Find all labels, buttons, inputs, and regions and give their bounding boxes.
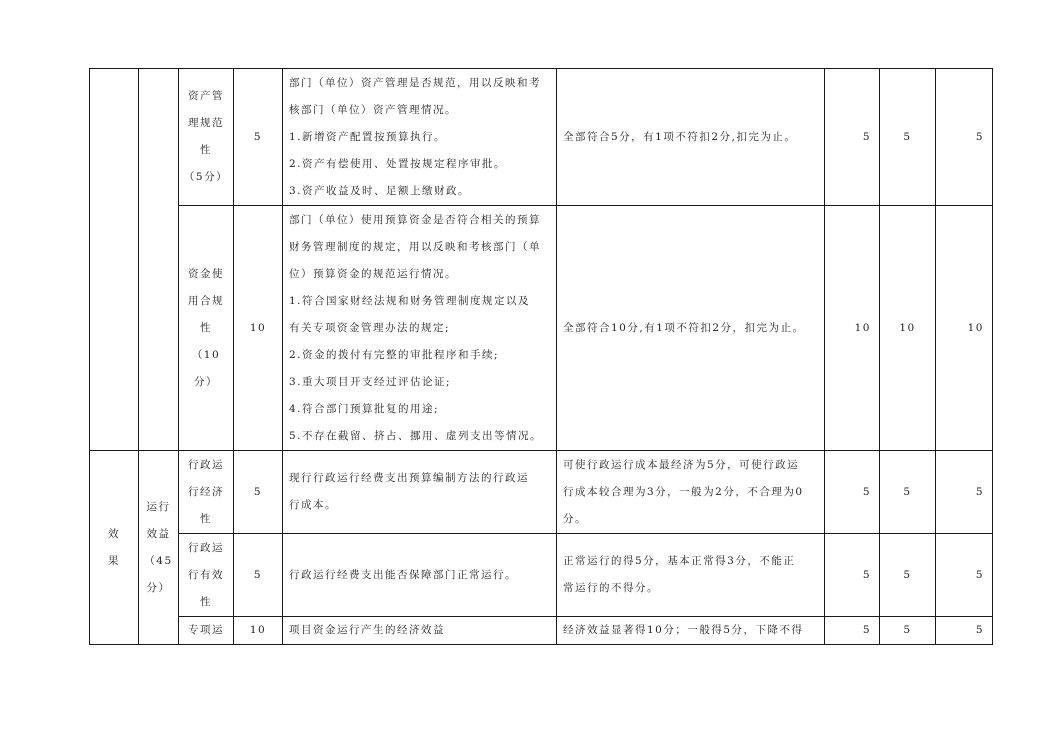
- table-row: [90, 451, 993, 534]
- indicator-line: 行政运: [188, 541, 224, 554]
- criteria-cell: [557, 206, 825, 451]
- criteria-line: 全部符合5分，有1项不符扣2分,扣完为止。: [563, 130, 797, 143]
- indicator-line: 性: [200, 512, 212, 525]
- indicator-line: 分）: [194, 375, 218, 388]
- indicator-line: 资产管: [188, 90, 224, 102]
- value-cell-1: 10: [825, 206, 880, 451]
- description-line: 项目资金运行产生的经济效益: [289, 624, 445, 636]
- indicator-line: 行政运: [188, 458, 224, 471]
- description-cell: [283, 617, 557, 645]
- subcategory-cell-empty: [139, 69, 179, 451]
- description-line: 3.重大项目开支经过评估论证;: [289, 375, 452, 388]
- criteria-line: 分。: [563, 512, 587, 525]
- indicator-line: 性: [200, 144, 212, 156]
- description-line: 部门（单位）资产管理是否规范，用以反映和考: [289, 76, 541, 89]
- category-cell-empty: [90, 69, 139, 451]
- value-cell-2: 5: [880, 617, 936, 645]
- indicator-cell: [179, 206, 234, 451]
- description-line: 行成本。: [289, 499, 337, 511]
- value-cell-3: 5: [936, 451, 993, 534]
- indicator-cell: [179, 534, 234, 617]
- table-row: [90, 69, 993, 206]
- indicator-line: 资金使: [188, 267, 224, 280]
- description-cell: [283, 451, 557, 534]
- indicator-cell: [179, 617, 234, 645]
- value-cell-2: 5: [880, 451, 936, 534]
- value-cell-3: 5: [936, 534, 993, 617]
- evaluation-table: [89, 68, 993, 645]
- score-cell: 5: [234, 451, 283, 534]
- indicator-cell: [179, 451, 234, 534]
- criteria-line: 全部符合10分,有1项不符扣2分，扣完为止。: [563, 321, 805, 334]
- category-cell-effect: [90, 451, 139, 645]
- description-line: 行政运行经费支出能否保障部门正常运行。: [289, 568, 517, 581]
- indicator-line: 专项运: [188, 624, 224, 636]
- indicator-line: 行经济: [188, 485, 224, 498]
- criteria-cell: [557, 69, 825, 206]
- description-line: 5.不存在截留、挤占、挪用、虚列支出等情况。: [289, 429, 543, 442]
- score-cell: 10: [234, 617, 283, 645]
- description-line: 1.新增资产配置按预算执行。: [289, 130, 447, 143]
- criteria-cell: [557, 534, 825, 617]
- description-line: 现行行政运行经费支出预算编制方法的行政运: [289, 472, 529, 484]
- category-line: 效: [108, 527, 120, 540]
- indicator-line: 性: [200, 595, 212, 608]
- value-cell-2: 5: [880, 69, 936, 206]
- criteria-cell: [557, 617, 825, 645]
- criteria-cell: [557, 451, 825, 534]
- indicator-line: 用合规: [188, 294, 224, 307]
- value-cell-3: 5: [936, 69, 993, 206]
- value-cell-3: 10: [936, 206, 993, 451]
- value-cell-1: 5: [825, 451, 880, 534]
- description-cell: [283, 534, 557, 617]
- indicator-line: 性: [200, 321, 212, 334]
- table-row: [90, 617, 993, 645]
- description-line: 部门（单位）使用预算资金是否符合相关的预算: [289, 213, 541, 226]
- value-cell-1: 5: [825, 69, 880, 206]
- value-cell-2: 5: [880, 534, 936, 617]
- description-line: 有关专项资金管理办法的规定;: [289, 321, 451, 334]
- subcategory-cell-efficiency: [139, 451, 179, 645]
- indicator-line: （5分）: [183, 171, 229, 183]
- score-cell: 5: [234, 69, 283, 206]
- criteria-line: 可使行政运行成本最经济为5分，可使行政运: [563, 458, 800, 471]
- indicator-cell: [179, 69, 234, 206]
- indicator-line: 理规范: [188, 117, 224, 129]
- description-cell: [283, 206, 557, 451]
- description-line: 位）预算资金的规范运行情况。: [289, 267, 457, 280]
- description-line: 财务管理制度的规定，用以反映和考核部门（单: [289, 240, 541, 253]
- description-cell: [283, 69, 557, 206]
- criteria-line: 正常运行的得5分，基本正常得3分，不能正: [563, 555, 796, 567]
- description-line: 核部门（单位）资产管理情况。: [289, 103, 457, 116]
- value-cell-1: 5: [825, 617, 880, 645]
- description-line: 2.资金的拨付有完整的审批程序和手续;: [289, 348, 500, 361]
- value-cell-1: 5: [825, 534, 880, 617]
- criteria-line: 行成本较合理为3分，一般为2分，不合理为0: [563, 485, 804, 498]
- table-row: [90, 206, 993, 451]
- indicator-line: 行有效: [188, 568, 224, 581]
- value-cell-3: 5: [936, 617, 993, 645]
- description-line: 3.资产收益及时、足额上缴财政。: [289, 184, 471, 197]
- table-row: [90, 534, 993, 617]
- description-line: 4.符合部门预算批复的用途;: [289, 402, 440, 415]
- criteria-line: 经济效益显著得10分；一般得5分，下降不得: [563, 624, 804, 636]
- criteria-line: 常运行的不得分。: [563, 582, 659, 594]
- value-cell-2: 10: [880, 206, 936, 451]
- subcategory-line: （45: [144, 554, 173, 567]
- category-line: 果: [108, 554, 120, 567]
- subcategory-line: 运行: [146, 500, 171, 513]
- description-line: 1.符合国家财经法规和财务管理制度规定以及: [289, 294, 531, 307]
- score-cell: 5: [234, 534, 283, 617]
- subcategory-line: 效益: [146, 527, 171, 540]
- indicator-line: （10: [191, 348, 221, 361]
- subcategory-line: 分）: [146, 581, 171, 594]
- score-cell: 10: [234, 206, 283, 451]
- description-line: 2.资产有偿使用、处置按规定程序审批。: [289, 157, 507, 170]
